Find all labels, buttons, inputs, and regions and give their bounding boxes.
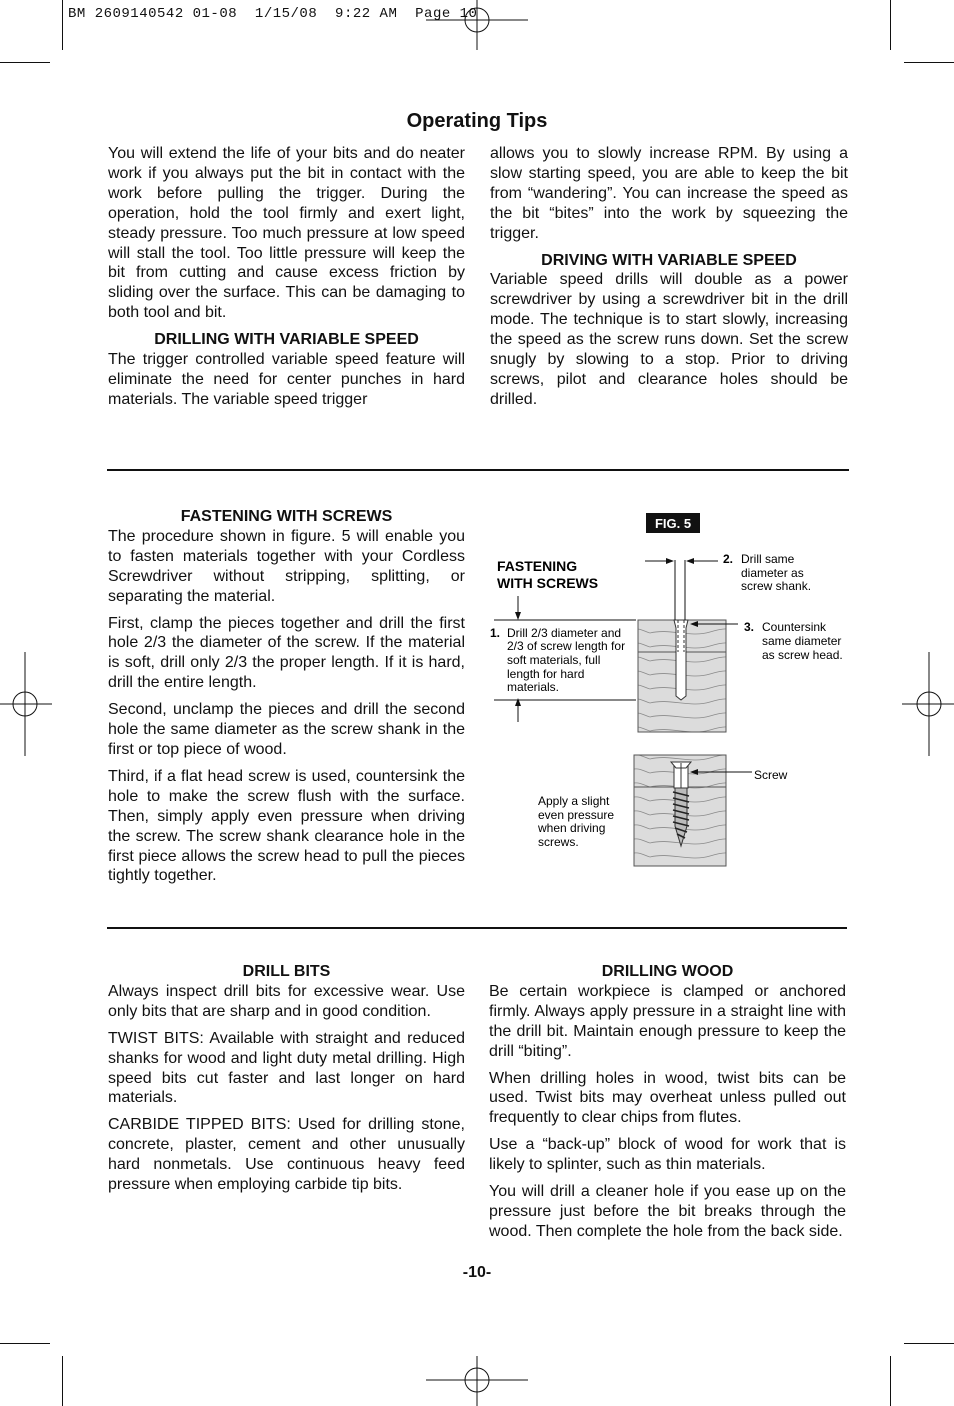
fastening-paragraph: First, clamp the pieces together and drill the first hole 2/3 the diameter of the screw. If the material is soft, drill only 2/3 the proper length. If it is hard, drill the entire length.: [108, 614, 465, 692]
figure-tag: FIG. 5: [654, 516, 692, 531]
fastening-diagram: [470, 500, 954, 880]
crop-mark: [62, 1356, 63, 1406]
step1-number: 1.: [490, 626, 501, 640]
page-number: -10-: [462, 1264, 492, 1281]
fastening-heading: FASTENING WITH SCREWS: [180, 508, 393, 525]
driving-variable-heading: DRIVING WITH VARIABLE SPEED: [541, 251, 797, 269]
drilling-variable-continued: allows you to slowly increase RPM. By using a slow starting speed, you are able to keep the bit from “wandering”. You can increase the speed as the bit “bites” into the work by squeezing the trigger.: [490, 145, 848, 242]
crop-mark: [0, 1343, 50, 1344]
print-slug-line: BM 2609140542 01-08 1/15/08 9:22 AM Page 10: [68, 6, 478, 22]
drilling-wood-column: [489, 962, 846, 1249]
drilling-variable-text: The trigger controlled variable speed feature will eliminate the need for center punches in hard materials. The variable speed trigger: [108, 351, 465, 408]
figure-5: [470, 500, 954, 880]
pressure-label: Apply a slight even pressure when driving screws.: [538, 794, 615, 849]
step2-label: Drill same diameter as screw shank.: [741, 552, 812, 593]
drilling-wood-paragraph: Use a “back-up” block of wood for work that is likely to splinter, such as thin materials.: [489, 1136, 846, 1174]
step1-label: Drill 2/3 diameter and 2/3 of screw length for soft materials, full length for hard materials.: [507, 626, 626, 694]
drill-bits-paragraph: TWIST BITS: Available with straight and reduced shanks for wood and light duty metal drilling. High speed bits cut faster and last longer on hard materials.: [108, 1029, 465, 1107]
drill-bits-paragraph: Always inspect drill bits for excessive wear. Use only bits that are sharp and in good condition.: [108, 982, 465, 1020]
figure-title-line1: FASTENING: [497, 558, 578, 574]
drilling-wood-paragraph: When drilling holes in wood, twist bits can be used. Twist bits may overheat unless pulled out frequently to clear chips from flutes.: [489, 1069, 846, 1127]
registration-mark-left: [0, 652, 52, 756]
operating-intro: You will extend the life of your bits and do neater work if you always put the bit in contact with the work before pulling the trigger. During the operation, hold the tool firmly and exert light, steady pressure. Too much pressure at low speed will stall the tool. Too little pressure will keep the bit from cutting and cause excess friction by sliding over the surface. This can be damaging to both tool and bit.: [108, 145, 465, 322]
step3-label: Countersink same diameter as screw head.: [762, 620, 843, 662]
crop-mark: [0, 62, 50, 63]
drilling-wood-heading: DRILLING WOOD: [601, 963, 734, 980]
registration-mark-bottom: [426, 1356, 528, 1406]
page-title: Operating Tips: [406, 110, 548, 132]
crop-mark: [62, 0, 63, 50]
operating-right-column: [490, 144, 848, 417]
drilling-wood-paragraph: Be certain workpiece is clamped or anchored firmly. Always apply pressure in a straight line with the drill bit. Maintain enough pressure to keep the drill “biting”.: [489, 982, 846, 1060]
operating-left-column: [108, 144, 465, 417]
step2-number: 2.: [723, 552, 734, 566]
crop-mark: [904, 1343, 954, 1344]
crop-mark: [890, 0, 891, 50]
fastening-paragraph: Second, unclamp the pieces and drill the second hole the same diameter as the screw shank in the first or top piece of wood.: [108, 701, 465, 758]
drilled-hole: [674, 620, 688, 700]
crop-mark: [904, 62, 954, 63]
step3-number: 3.: [744, 620, 755, 634]
screw-label: Screw: [754, 768, 788, 782]
drilling-wood-paragraph: You will drill a cleaner hole if you ease up on the pressure just before the bit breaks through the wood. Then complete the hole from the back side.: [489, 1183, 846, 1240]
driving-variable-text: Variable speed drills will double as a power screwdriver by using a screwdriver bit in the drill mode. The technique is to start slowly, increasing the speed as the screw runs down. Set the screw snugly by slowing to a stop. Prior to driving screws, pilot and clearance holes should be drilled.: [490, 271, 848, 408]
section-divider: [107, 927, 847, 929]
crop-mark: [890, 1356, 891, 1406]
drilling-variable-heading: DRILLING WITH VARIABLE SPEED: [154, 331, 419, 349]
drill-bits-heading: DRILL BITS: [242, 963, 331, 980]
section-divider: [107, 469, 849, 471]
drill-bits-paragraph: CARBIDE TIPPED BITS: Used for drilling stone, concrete, plaster, cement and other unusually hard nonmetals. Use continuous heavy feed pressure when employing carbide tip bits.: [108, 1116, 465, 1194]
fastening-paragraph: The procedure shown in figure. 5 will enable you to fasten materials together with your Cordless Screwdriver without stripping, splitting, or separating the material.: [108, 527, 465, 605]
figure-title-line2: WITH SCREWS: [497, 575, 599, 591]
fastening-column: [108, 507, 465, 893]
drill-bits-column: [108, 962, 465, 1202]
fastening-paragraph: Third, if a flat head screw is used, countersink the hole to make the screw flush with the surface. Then, simply apply even pressure when driving the screw. The screw shank clearance hole in the first piece allows the screw head to pull the pieces tightly together.: [108, 767, 465, 885]
